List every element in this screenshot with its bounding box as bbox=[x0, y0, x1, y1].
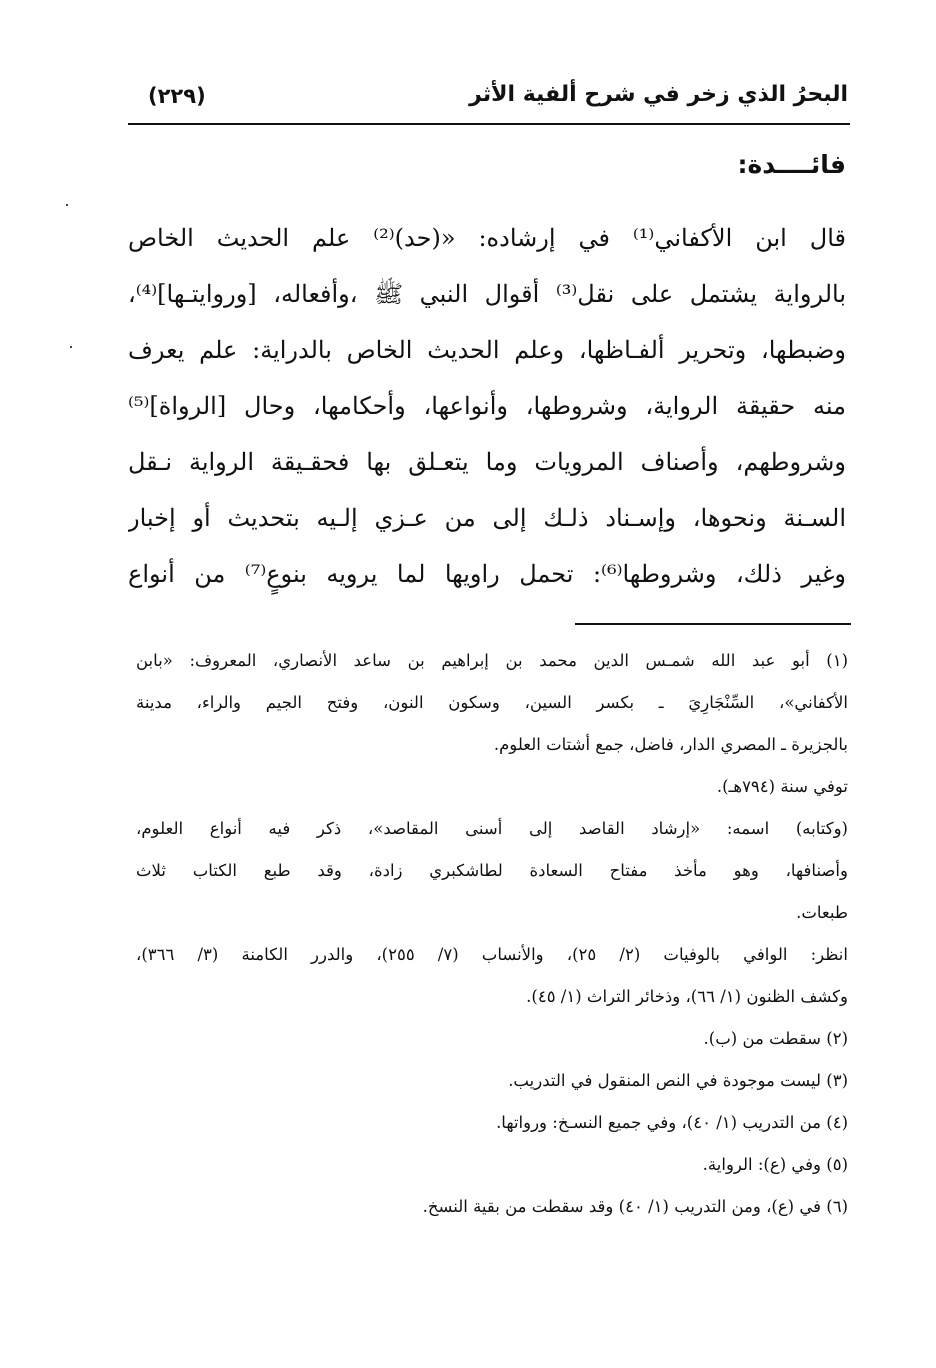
scan-speck bbox=[66, 204, 68, 206]
body-line: وشروطهم، وأصناف المرويات وما يتعـلق بها فحقـيقة الرواية نـقل bbox=[128, 448, 846, 476]
body-line: وغير ذلك، وشروطها⁽⁶⁾: تحمل راويها لما يرويه بنوعٍ⁽⁷⁾ من أنواع bbox=[128, 560, 846, 588]
page-number: (٢٢٩) bbox=[148, 84, 206, 108]
body-line: بالرواية يشتمل على نقل⁽³⁾ أقوال النبي ﷺ ،وأفعاله، [وروايتـها]⁽⁴⁾، bbox=[128, 280, 846, 308]
footnote-line: (٥) وفي (ع): الرواية. bbox=[702, 1155, 848, 1174]
footnote-line: وأصنافها، وهو مأخذ مفتاح السعادة لطاشكبري زادة، وقد طبع الكتاب ثلاث bbox=[136, 861, 848, 880]
footnote-line: توفي سنة (٧٩٤هـ). bbox=[716, 777, 848, 796]
scan-speck bbox=[70, 346, 72, 348]
footnote-line: (٢) سقطت من (ب). bbox=[703, 1029, 848, 1048]
footnote-line: الأكفاني»، السِّنْجَارِيَ ـ بكسر السين، وسكون النون، وفتح الجيم والراء، مدينة bbox=[136, 693, 848, 712]
footnote-separator bbox=[575, 623, 851, 625]
body-line: وضبطها، وتحرير ألفـاظها، وعلم الحديث الخاص بالدراية: علم يعرف bbox=[128, 336, 846, 364]
section-heading: فائــــدة: bbox=[737, 150, 846, 179]
running-header-title: البحرُ الذي زخر في شرح ألفية الأثر bbox=[469, 82, 848, 107]
body-line: السـنة ونحوها، وإسـناد ذلـك إلى من عـزي إلـيه بتحديث أو إخبار bbox=[128, 504, 846, 532]
footnote-line: (٣) ليست موجودة في النص المنقول في التدريب. bbox=[508, 1071, 848, 1090]
footnotes bbox=[136, 640, 848, 1228]
footnote-line: وكشف الظنون (١/ ٦٦)، وذخائر التراث (١/ ٤٥). bbox=[526, 987, 848, 1006]
main-body-text bbox=[128, 210, 846, 602]
footnote-line: طبعات. bbox=[796, 903, 848, 922]
footnote-line: (وكتابه) اسمه: «إرشاد القاصد إلى أسنى المقاصد»، ذكر فيه أنواع العلوم، bbox=[136, 819, 848, 838]
body-line: منه حقيقة الرواية، وشروطها، وأنواعها، وأحكامها، وحال [الرواة]⁽⁵⁾ bbox=[128, 392, 846, 420]
footnote-line: (٤) من التدريب (١/ ٤٠)، وفي جميع النسـخ: ورواتها. bbox=[496, 1113, 848, 1132]
footnote-line: انظر: الوافي بالوفيات (٢/ ٢٥)، والأنساب (٧/ ٢٥٥)، والدرر الكامنة (٣/ ٣٦٦)، bbox=[136, 945, 848, 964]
footnote-line: (٦) في (ع)، ومن التدريب (١/ ٤٠) وقد سقطت من بقية النسخ. bbox=[422, 1197, 848, 1216]
header-rule bbox=[128, 123, 850, 125]
footnote-line: بالجزيرة ـ المصري الدار، فاضل، جمع أشتات العلوم. bbox=[493, 735, 848, 754]
body-line: قال ابن الأكفاني⁽¹⁾ في إرشاده: «(حد)⁽²⁾ علم الحديث الخاص bbox=[128, 224, 846, 252]
footnote-line: (١) أبو عبد الله شمـس الدين محمد بن إبراهيم بن ساعد الأنصاري، المعروف: «بابن bbox=[136, 651, 848, 670]
